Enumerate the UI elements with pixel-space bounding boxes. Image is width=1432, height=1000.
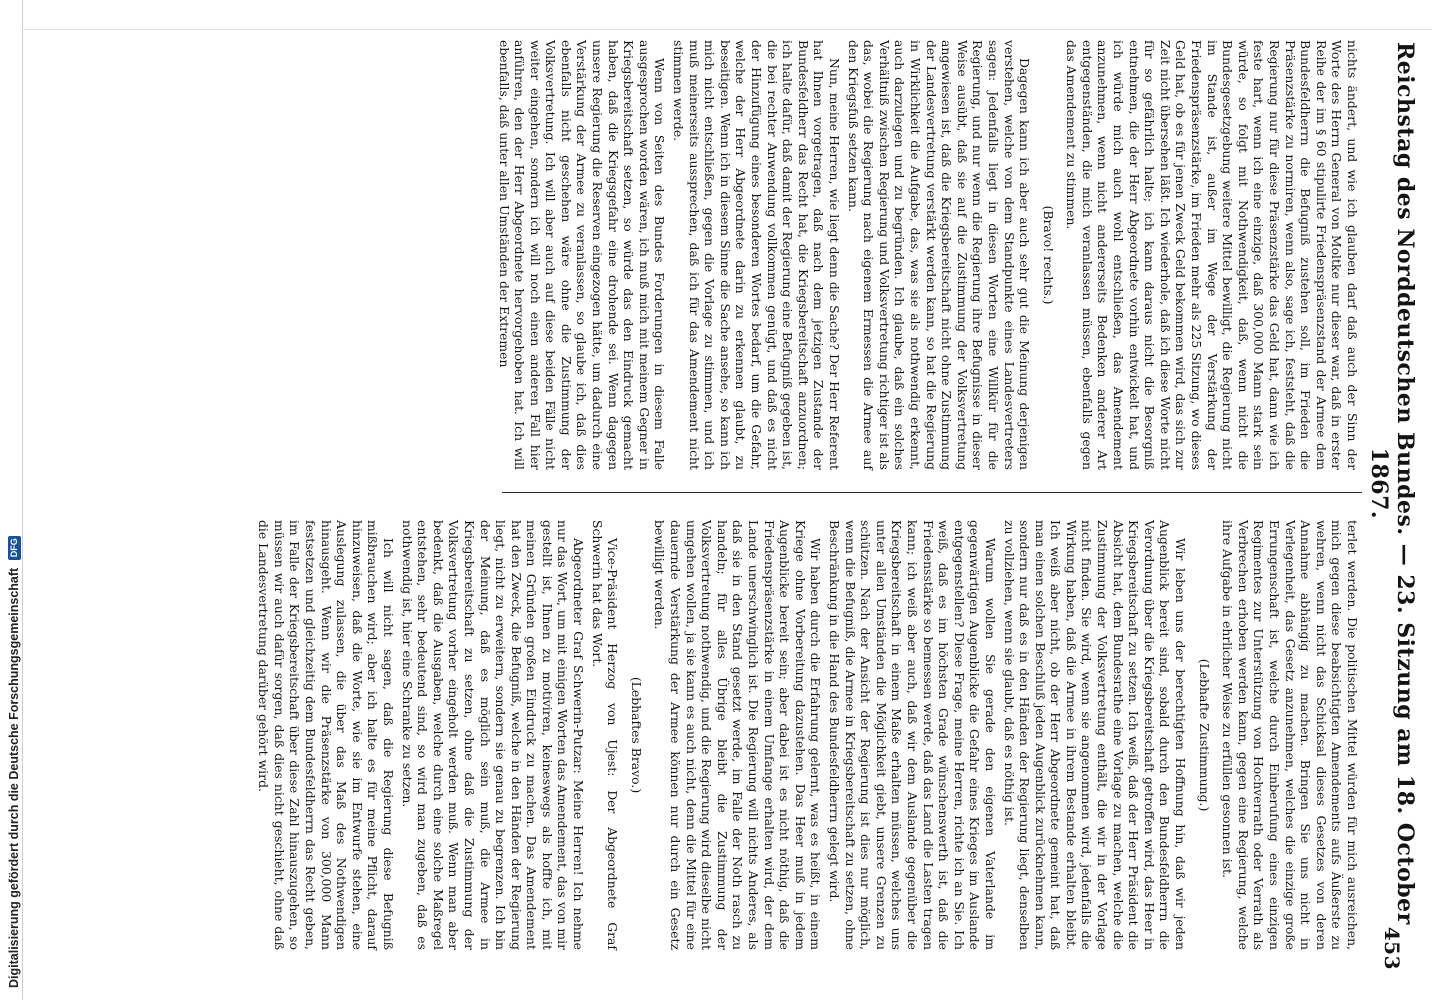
paragraph: Warum wollen Sie gerade den eigenen Vaterlande im gegenwärtigen Augenblicke die Gefahr eines Krieges im Auslande entgegenstellen? Diese Frage, meine Herren, richte ich an Sie. Ich weiß, daß es im höchsten Grade wünschenswerth ist, daß die Friedensstärke so bemessen werde, daß das Land die Lasten tragen kann; ich weiß aber auch, daß wir dem Auslande gegenüber die Kriegsbereitschaft in einem Maße erhalten müssen, welches uns unter allen Umständen die Möglichkeit giebt, unsere Grenzen zu schützen. Nach der Ansicht der Regierung ist dies nur möglich, wenn die Befugniß, die Armee in Kriegsbereitschaft zu setzen, ohne Beschränkung in die Hand des Bundesfeldherrn gelegt wird.: [827, 520, 998, 950]
dfg-logo-icon: DFG: [8, 536, 21, 560]
paragraph: Ich will nicht sagen, daß die Regierung diese Befugniß mißbrauchen wird; aber ich halte es für meine Pflicht, darauf hinzuweisen, daß die Worte, wie sie im Entwurfe stehen, eine Auslegung zulassen, die über das Maß des Nothwendigen hinausgeht. Wenn wir die Präsenzstärke von 300,000 Mann festsetzen und gleichzeitig dem Bundesfeldherrn das Recht geben, im Falle der Kriegsbereitschaft über diese Zahl hinauszugehen, so müssen wir auch dafür sorgen, daß dies nicht geschieht, ohne daß die Landesvertretung darüber gehört wird.: [256, 520, 396, 950]
paragraph: nichts ändert, und wie ich glauben darf daß auch der Sinn der Worte des Herrn General von Moltke nur dieser war, daß in erster Reihe der im § 60 stipulirte Friedenspräsenzstand der Armee dem Bundesfeldherrn die Befugniß zustehen soll, im Frieden die Präsenzstärke zu normiren, wenn also, sage ich, feststeht, daß die Regierung nur für diese Präsenzstärke das Geld hat, dann wie ich feste hart, wenn ich eine einzige, daß 300,000 Mann stark sein würde, so folgt mit Nothwendigkeit, daß, wenn nicht die Bundesgesetzgebung weitere Mittel bewilligt, die Regierung nicht im Stande ist, außer im Wege der Verstärkung der Friedenspräsenzstärke, im Frieden mehr als 225 Sitzung, wo dieses Geld hat, ob es für jenen Zweck Geld bekommen wird, das sich zur Zeit nicht übersehen läßt. Ich wiederhole, daß ich diese Worte nicht für so gefährlich halte; ich kann daraus nicht die Besorgniß entnehmen, die der Herr Abgeordnete vorhin entwickelt hat, und ich würde mich auch wohl entschließen, das Amendement anzunehmen, wenn nicht andererseits Bedenken anderer Art entgegenständen, die mich veranlassen müssen, ebenfalls gegen das Amendement zu stimmen.: [1064, 40, 1360, 470]
paragraph: terlet werden. Die politischen Mittel würden für mich ausreichen, mich gegen diese beabsichtigten Amendements aufs Äußerste zu wehren, wenn nicht das Schicksal dieses Gesetzes von deren Annahme abhängig zu machen. Bringen Sie uns nicht in Verlegenheit, das Gesetz anzunehmen, welches die einzige große Errungenschaft ist, welche durch Einberufung eines einzigen Regimentes zur Unterstützung von Hochverrath oder Verrath als Verbrechen erhoben werden kann, gegen eine Regierung, welche ihre Aufgabe in ehrlicher Weise zu erfüllen gesonnen ist.: [1220, 520, 1360, 950]
applause-note: (Lebhafte Zustimmung.): [1196, 658, 1212, 812]
applause-note: (Lebhaftes Bravo.): [628, 676, 644, 794]
text-column-right: [253, 520, 1360, 950]
digitization-credit: [3, 0, 25, 1000]
paragraph: Nun, meine Herren, wie liegt denn die Sache? Der Herr Referent hat Ihnen vorgetragen, daß nach dem jetzigen Zustande der Bundesfeldherr das Recht hat, die Kriegsbereitschaft anzuordnen; ich halte dafür, daß damit der Regierung eine Befugniß gegeben ist, die bei rechter Anwendung vollkommen genügt, und daß es nicht der Hinzufügung eines besonderen Wortes bedarf, um die Gefahr, welche der Herr Abgeordnete darin zu erkennen glaubt, zu beseitigen. Wenn ich in diesem Sinne die Sache ansehe, so kann ich mich nicht entschließen, gegen die Vorlage zu stimmen, und ich muß meinerseits aussprechen, daß ich für das Amendement nicht stimmen werde.: [671, 40, 842, 470]
paragraph: Wir haben durch die Erfahrung gelernt, was es heißt, in einem Kriege ohne Vorbereitung dazustehen. Das Heer muß in jedem Augenblicke bereit sein; aber dabei ist es nicht nöthig, daß die Friedenspräsenzstärke in einem Umfange erhalten wird, der dem Lande unerschwinglich ist. Die Regierung will nichts Anderes, als daß sie in den Stand gesetzt werde, im Falle der Noth rasch zu handeln; für alles Übrige bleibt die Zustimmung der Volksvertretung nothwendig, und die Regierung wird dieselbe nicht umgehen wollen, ja sie kann es auch nicht, denn die Mittel für eine dauernde Verstärkung der Armee können nur durch ein Gesetz bewilligt werden.: [652, 520, 824, 950]
text-column-left: [493, 40, 1360, 470]
page-number: 453: [1380, 926, 1404, 970]
speaker-paragraph: Abgeordneter Graf Schwerin-Putzar: Meine Herren! Ich nehme nur das Wort, um mit einigen Worten das Amendement, das von mir gestellt ist, Ihnen zu motiviren, keineswegs als hoffte ich, mit meinen Gründen großen Eindruck zu machen. Das Amendement hat den Zweck, die Befugniß, welche in den Händen der Regierung liegt, nicht zu erweitern, sondern sie genau zu begrenzen. Ich bin der Meinung, daß es möglich sein muß, die Armee in Kriegsbereitschaft zu setzen, ohne daß die Zustimmung der Volksvertretung vorher eingeholt werden muß. Wenn man aber bedenkt, daß die Ausgaben, welche durch eine solche Maßregel entstehen, sehr bedeutend sind, so wird man zugeben, daß es nothwendig ist, hier eine Schranke zu setzen.: [399, 520, 587, 950]
paragraph: Wir leben uns der berechtigten Hoffnung hin, daß wir jeden Augenblick bereit sind, sobald durch den Bundesfeldherrn die Verordnung über die Kriegsbereitschaft getroffen wird, das Heer in Kriegsbereitschaft zu setzen. Ich weiß, daß der Herr Präsident die Absicht hat, dem Bundesrathe eine Vorlage zu machen, welche die Zustimmung der Volksvertretung enthält, die wir in der Vorlage nicht finden. Sie wird, wenn sie angenommen wird, jedenfalls die Wirkung haben, daß die Armee in ihrem Bestande erhalten bleibt. Ich weiß aber nicht, ob der Herr Abgeordnete gemeint hat, daß man einen solchen Beschluß jeden Augenblick zurücknehmen kann, sondern nur daß es in den Händen der Regierung liegt, denselben zu vollziehen, wenn sie glaubt, daß es nöthig ist.: [1001, 520, 1189, 950]
paragraph: Wenn von Seiten des Bundes Forderungen in diesem Falle ausgesprochen worden wären, ich muß mich mit meinem Gegner in Kriegsbereitschaft setzen, so würde das den Eindruck gemacht haben, daß die Kriegsgefahr eine drohende sei. Wenn dagegen unsere Regierung die Reserven eingezogen hätte, um dadurch eine Verstärkung der Armee zu veranlassen, so glaube ich, daß dies ebenfalls nicht geschehen wäre ohne die Zustimmung der Volksvertretung. Ich will aber auch auf diese beiden Fälle nicht weiter eingehen, sondern ich will noch einen anderen Fall hier anführen, den der Herr Abgeordnete hervorgehoben hat. Ich will ebenfalls, daß unter allen Umständen der Extremen: [496, 40, 668, 470]
running-title: Reichstag des Norddeutschen Bundes. — 23. Sitzung am 18. October 1867.: [1366, 42, 1418, 925]
applause-note: (Bravo! rechts.): [1040, 205, 1056, 305]
document-page: [30, 30, 1420, 980]
credit-text: Digitalisierung gefördert durch die Deutsche Forschungsgemeinschaft: [7, 567, 21, 988]
column-rule: [502, 492, 1362, 493]
speaker-paragraph: Vice-Präsident Herzog von Ujest: Der Abgeordnete Graf Schwerin hat das Wort.: [589, 520, 621, 950]
page-header: [1366, 40, 1418, 970]
paragraph: Dagegen kann ich aber auch sehr gut die Meinung derjenigen verstehen, welche von dem Standpunkte eines Landesvertreters sagen: Jedenfalls liegt in diesen Worten eine Willkür für die Regierung, und nur wenn die Regierung ihre Befugnisse in dieser Weise ausübt, daß sie auf die Zustimmung der Volksvertretung angewiesen ist, daß die Kriegsbereitschaft nicht ohne Zustimmung der Landesvertretung verstärkt werden kann, so hat die Regierung in Wirklichkeit die Aufgabe, das, was sie als nothwendig erkennt, auch darzulegen und zu begründen. Ich glaube, daß ein solches Verhältniß zwischen Regierung und Volksvertretung richtiger ist als das, wobei die Regierung nach eigenem Ermessen die Armee auf den Kriegsfuß setzen kann.: [845, 40, 1033, 470]
